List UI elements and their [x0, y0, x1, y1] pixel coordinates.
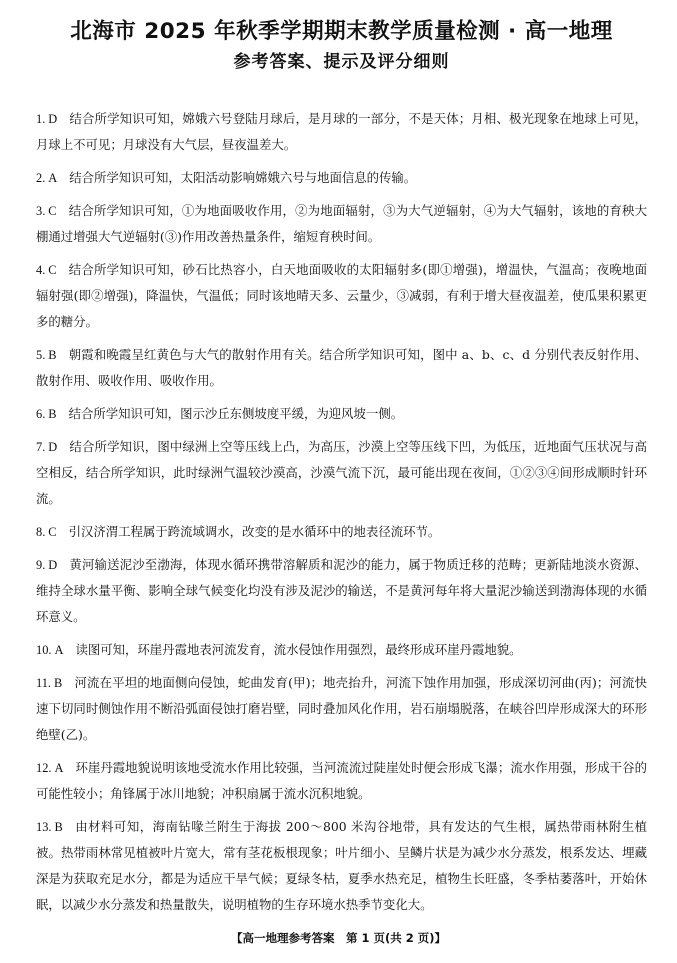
- explanation-text: 结合所学知识，图中绿洲上空等压线上凸，为高压，沙漠上空等压线下凹，为低压，近地面气压状况与高空相反，结合所学知识，此时绿洲气温较沙漠高，沙漠气流下沉，最可能出现在夜间，①②③④间形成顺时针环流。: [36, 439, 647, 506]
- answer-letter: B: [48, 348, 57, 362]
- question-number: 2.: [36, 171, 46, 185]
- question-number: 3.: [36, 204, 46, 218]
- answer-letter: A: [54, 643, 64, 657]
- question-number: 4.: [36, 263, 46, 277]
- answer-letter: B: [54, 676, 63, 690]
- answer-letter: C: [48, 204, 57, 218]
- answer-item-10: [36, 637, 647, 663]
- answer-item-4: [36, 257, 647, 335]
- answer-item-6: [36, 401, 647, 427]
- answer-item-7: [36, 434, 647, 512]
- page-subtitle: 参考答案、提示及评分细则: [233, 52, 450, 72]
- answer-letter: B: [48, 407, 57, 421]
- answer-list: [36, 106, 647, 918]
- explanation-text: 结合所学知识可知，太阳活动影响嫦娥六号与地面信息的传输。: [69, 170, 417, 185]
- answer-item-2: [36, 165, 647, 191]
- answer-item-12: [36, 755, 647, 807]
- explanation-text: 结合所学知识可知，图示沙丘东侧坡度平缓，为迎风坡一侧。: [68, 406, 404, 421]
- answer-letter: D: [48, 558, 58, 572]
- page-title: 北海市 2025 年秋季学期期末教学质量检测 · 高一地理: [70, 19, 613, 44]
- answer-item-5: [36, 342, 647, 394]
- answer-item-8: [36, 519, 647, 545]
- question-number: 9.: [36, 558, 46, 572]
- explanation-text: 由材料可知，海南钻喙兰附生于海拔 200～800 米沟谷地带，具有发达的气生根，属热带雨林附生植被。热带雨林常见植被叶片宽大，常有茎花板根现象；叶片细小、呈鳞片状是为减少水分蒸发，根系发达、埋藏深是为获取充足水分，都是为适应干旱气候；夏绿冬枯，夏季水热充足，植物生长旺盛，冬季枯萎落叶，开始休眠，以减少水分蒸发和热量散失，说明植物的生存环境水热季节变化大。: [36, 819, 647, 912]
- answer-item-3: [36, 198, 647, 250]
- explanation-text: 结合所学知识可知，砂石比热容小，白天地面吸收的太阳辐射多(即①增强)，增温快，气温高；夜晚地面辐射强(即②增强)，降温快，气温低；同时该地晴天多、云量少，③减弱，有利于增大昼夜温差，使瓜果积累更多的糖分。: [36, 262, 647, 329]
- question-number: 13.: [36, 820, 52, 834]
- explanation-text: 环崖丹霞地貌说明该地受流水作用比较强，当河流流过陡崖处时便会形成飞瀑；流水作用强，形成干谷的可能性较小；角锋属于冰川地貌；冲积扇属于流水沉积地貌。: [36, 760, 647, 801]
- question-number: 6.: [36, 407, 46, 421]
- explanation-text: 结合所学知识可知，嫦娥六号登陆月球后，是月球的一部分，不是天体；月相、极光现象在地球上可见，月球上不可见；月球没有大气层，昼夜温差大。: [36, 111, 647, 152]
- question-number: 5.: [36, 348, 46, 362]
- explanation-text: 读图可知，环崖丹霞地表河流发育，流水侵蚀作用强烈，最终形成环崖丹霞地貌。: [75, 642, 522, 657]
- answer-item-1: [36, 106, 647, 158]
- explanation-text: 河流在平坦的地面侧向侵蚀，蛇曲发育(甲)；地壳抬升，河流下蚀作用加强，形成深切河曲(丙)；河流快速下切同时侧蚀作用不断沿弧面侵蚀打磨岩壁，同时叠加风化作用，岩石崩塌脱落，在峡谷凹岸形成深大的环形绝壁(乙)。: [36, 675, 647, 742]
- answer-letter: B: [54, 820, 63, 834]
- explanation-text: 黄河输送泥沙至渤海，体现水循环携带溶解质和泥沙的能力，属于物质迁移的范畴；更新陆地淡水资源、维持全球水量平衡、影响全球气候变化均没有涉及泥沙的输送，不是黄河每年将大量泥沙输送到渤海体现的水循环意义。: [36, 557, 647, 624]
- answer-item-13: [36, 814, 647, 918]
- question-number: 1.: [36, 112, 46, 126]
- answer-item-11: [36, 670, 647, 748]
- answer-letter: D: [48, 440, 58, 454]
- question-number: 7.: [36, 440, 46, 454]
- question-number: 10.: [36, 643, 52, 657]
- answer-letter: A: [48, 171, 58, 185]
- answer-letter: C: [48, 525, 57, 539]
- answer-item-9: [36, 552, 647, 630]
- explanation-text: 引汉济渭工程属于跨流域调水，改变的是水循环中的地表径流环节。: [68, 524, 441, 539]
- question-number: 12.: [36, 761, 52, 775]
- question-number: 11.: [36, 676, 52, 690]
- explanation-text: 结合所学知识可知，①为地面吸收作用，②为地面辐射，③为大气逆辐射，④为大气辐射，该地的育秧大棚通过增强大气逆辐射(③)作用改善热量条件，缩短育秧时间。: [36, 203, 647, 244]
- question-number: 8.: [36, 525, 46, 539]
- explanation-text: 朝霞和晚霞呈红黄色与大气的散射作用有关。结合所学知识可知，图中 a、b、c、d 分别代表反射作用、散射作用、吸收作用、吸收作用。: [36, 347, 647, 388]
- answer-letter: C: [48, 263, 57, 277]
- page-footer: 【高一地理参考答案 第 1 页(共 2 页)】: [230, 931, 447, 945]
- answer-letter: D: [48, 112, 58, 126]
- answer-letter: A: [54, 761, 64, 775]
